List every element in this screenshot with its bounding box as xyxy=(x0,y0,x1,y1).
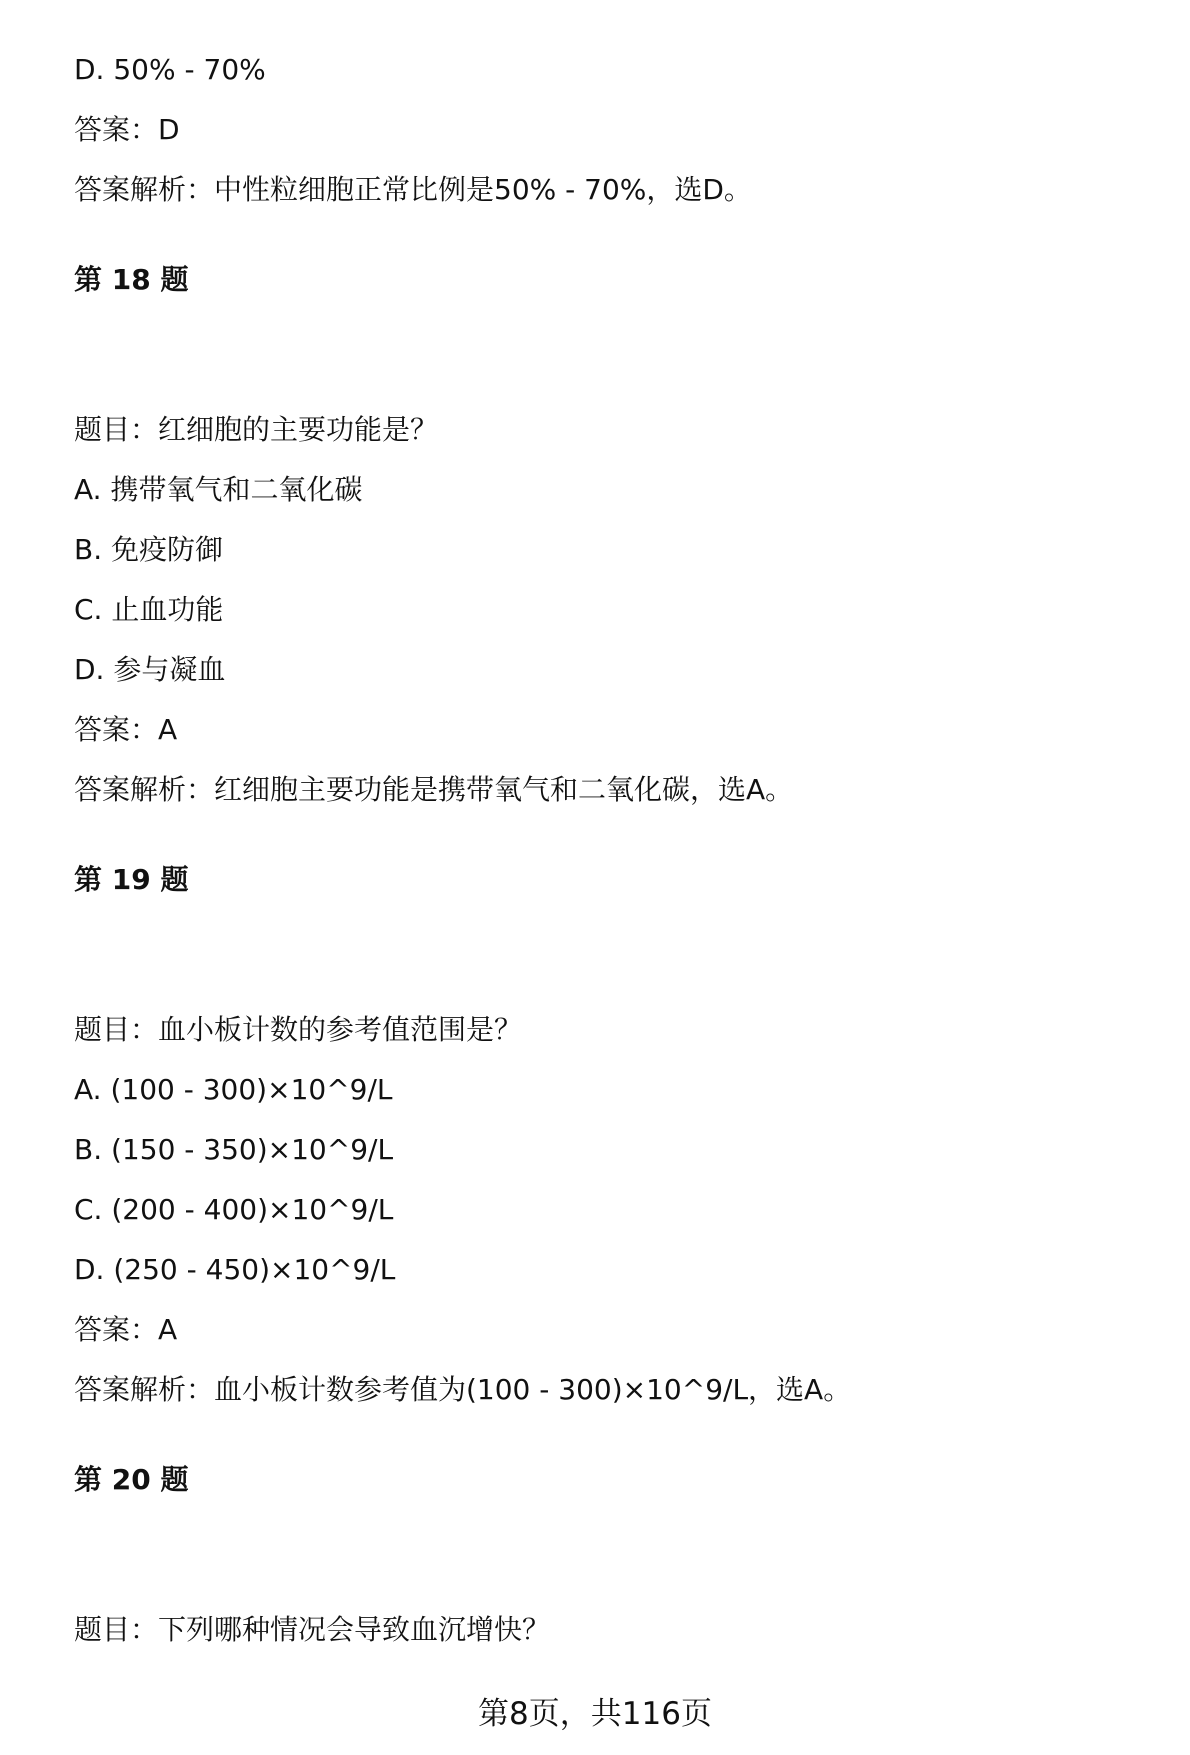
q17-answer: 答案：D xyxy=(74,113,180,146)
q20-question: 题目：下列哪种情况会导致血沉增快？ xyxy=(74,1613,551,1646)
q18-question: 题目：红细胞的主要功能是？ xyxy=(74,413,439,446)
q19-answer: 答案：A xyxy=(74,1313,178,1346)
q18-heading: 第 18 题 xyxy=(74,263,189,296)
q19-heading: 第 19 题 xyxy=(74,863,189,896)
q18-option-a: A. 携带氧气和二氧化碳 xyxy=(74,473,363,506)
q18-option-b: B. 免疫防御 xyxy=(74,533,224,566)
q17-option-d: D. 50% - 70% xyxy=(74,53,266,86)
q18-option-d: D. 参与凝血 xyxy=(74,653,226,686)
q19-question: 题目：血小板计数的参考值范围是？ xyxy=(74,1013,523,1046)
q19-option-c: C. (200 - 400)×10^9/L xyxy=(74,1193,394,1226)
q18-option-c: C. 止血功能 xyxy=(74,593,224,626)
q19-option-a: A. (100 - 300)×10^9/L xyxy=(74,1073,393,1106)
q17-analysis: 答案解析：中性粒细胞正常比例是50% - 70%，选D。 xyxy=(74,173,752,206)
q18-analysis: 答案解析：红细胞主要功能是携带氧气和二氧化碳，选A。 xyxy=(74,773,794,806)
q19-option-b: B. (150 - 350)×10^9/L xyxy=(74,1133,394,1166)
page-footer: 第8页，共116页 xyxy=(478,1696,712,1732)
q19-option-d: D. (250 - 450)×10^9/L xyxy=(74,1253,396,1286)
q19-analysis: 答案解析：血小板计数参考值为(100 - 300)×10^9/L，选A。 xyxy=(74,1373,852,1406)
q18-answer: 答案：A xyxy=(74,713,178,746)
q20-heading: 第 20 题 xyxy=(74,1463,189,1496)
